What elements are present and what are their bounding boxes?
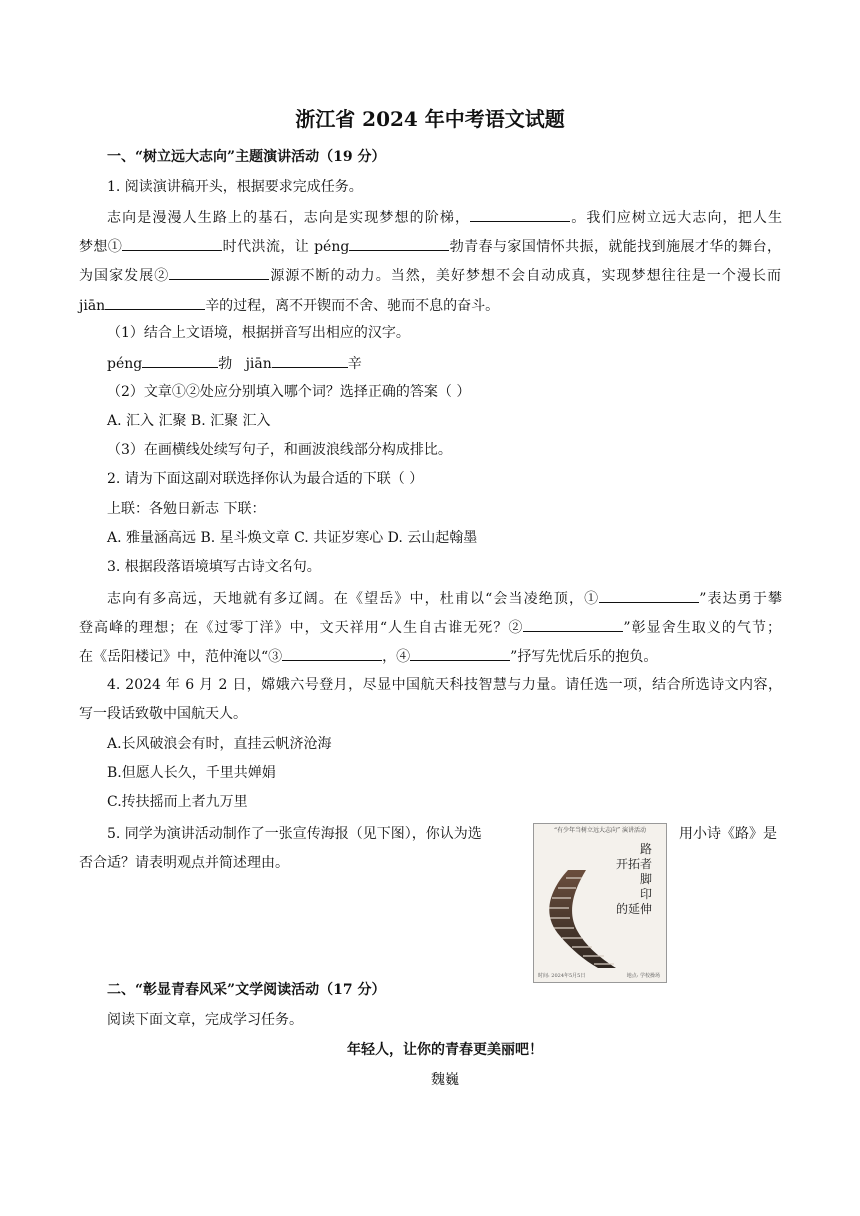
question-2-stem: 2. 请为下面这副对联选择你认为最合适的下联（ ） — [107, 471, 424, 487]
question-3-stem: 3. 根据段落语境填写古诗文名句。 — [107, 559, 321, 575]
passage-line-3: 为国家发展② 源源不断的动力。当然，美好梦想不会自动成真，实现梦想往往是一个漫长而 — [79, 264, 781, 286]
poem-line: 的延伸 — [615, 902, 652, 916]
section-2-heading: 二、“彰显青春风采”文学阅读活动（17 分） — [107, 982, 386, 998]
question-1-stem: 1. 阅读演讲稿开头，根据要求完成任务。 — [107, 179, 363, 195]
poster-poem — [598, 842, 652, 917]
passage-line-4: jiān 辛的过程，离不开锲而不舍、驰而不息的奋斗。 — [79, 294, 499, 316]
question-4-line-1: 4. 2024 年 6 月 2 日，嫦娥六号登月，尽显中国航天科技智慧与力量。请任选一项，结合所选诗文内容， — [107, 677, 782, 693]
sub-question-2: （2）文章①②处应分别填入哪个词？选择正确的答案（ ） — [107, 384, 471, 400]
page-title: 浙江省 2024 年中考语文试题 — [295, 107, 565, 131]
poster-footer-place: 地点: 学校操场 — [626, 973, 660, 979]
poem-blank-1[interactable] — [599, 587, 699, 603]
poster-header: “有少年当树立远大志向” 演讲活动 — [553, 827, 647, 834]
passage-line-2: 梦想① 时代洪流，让 péng 勃青春与家国情怀共振，就能找到施展才华的舞台， — [79, 235, 781, 257]
blank-1[interactable] — [122, 235, 222, 251]
question-5-line-1b: 用小诗《路》是 — [679, 826, 777, 842]
question-4-option-c: C.抟扶摇而上者九万里 — [107, 794, 248, 810]
question-4-line-2: 写一段话致敬中国航天人。 — [79, 706, 247, 722]
poem-line: 开拓者 — [615, 857, 652, 871]
sub-question-3: （3）在画横线处续写句子，和画波浪线部分构成排比。 — [107, 442, 452, 458]
poem-line-1: 志向有多高远，天地就有多辽阔。在《望岳》中，杜甫以“会当凌绝顶，① ”表达勇于攀 — [107, 587, 782, 609]
article-title: 年轻人，让你的青春更美丽吧！ — [347, 1042, 543, 1058]
answer-blank-peng[interactable] — [142, 352, 218, 368]
poem-blank-4[interactable] — [410, 645, 510, 661]
poster-footer-time: 时间: 2024年5月5日 — [538, 973, 586, 979]
sub-question-1: （1）结合上文语境，根据拼音写出相应的汉字。 — [107, 325, 410, 341]
promo-poster — [533, 823, 667, 983]
question-5-line-1a: 5. 同学为演讲活动制作了一张宣传海报（见下图），你认为选 — [107, 826, 482, 842]
question-4-option-b: B.但愿人长久，千里共婵娟 — [107, 765, 276, 781]
answer-blank[interactable] — [470, 206, 570, 222]
section-1-heading: 一、“树立远大志向”主题演讲活动（19 分） — [107, 149, 386, 165]
passage-line-1: 志向是漫漫人生路上的基石，志向是实现梦想的阶梯， 。我们应树立远大志向，把人生 — [107, 206, 782, 228]
poem-line: 脚 — [639, 872, 652, 886]
blank-2[interactable] — [169, 264, 269, 280]
poem-line: 印 — [639, 887, 652, 901]
poem-line: 路 — [639, 842, 652, 856]
article-author: 魏巍 — [431, 1072, 459, 1088]
pinyin-blank-peng[interactable] — [349, 235, 449, 251]
pinyin-answer-line: péng 勃 jiān 辛 — [107, 352, 362, 374]
question-4-option-a: A.长风破浪会有时，直挂云帆济沧海 — [107, 736, 332, 752]
question-2-options: A. 雅量涵高远 B. 星斗焕文章 C. 共证岁寒心 D. 云山起翰墨 — [107, 530, 478, 546]
sub-question-2-options: A. 汇入 汇聚 B. 汇聚 汇入 — [107, 413, 271, 429]
poem-blank-2[interactable] — [523, 616, 623, 632]
couplet-line: 上联：各勉日新志 下联： — [107, 501, 266, 517]
section-2-intro: 阅读下面文章，完成学习任务。 — [107, 1012, 303, 1028]
question-5-line-2: 否合适？请表明观点并简述理由。 — [79, 855, 289, 871]
poem-line-2: 登高峰的理想；在《过零丁洋》中，文天祥用“人生自古谁无死？② ”彰显舍生取义的气节； — [79, 616, 781, 638]
pinyin-blank-jian[interactable] — [105, 294, 205, 310]
poem-line-3: 在《岳阳楼记》中，范仲淹以“③ ，④ ”抒写先忧后乐的抱负。 — [79, 645, 657, 667]
poem-blank-3[interactable] — [282, 645, 382, 661]
answer-blank-jian[interactable] — [272, 352, 348, 368]
